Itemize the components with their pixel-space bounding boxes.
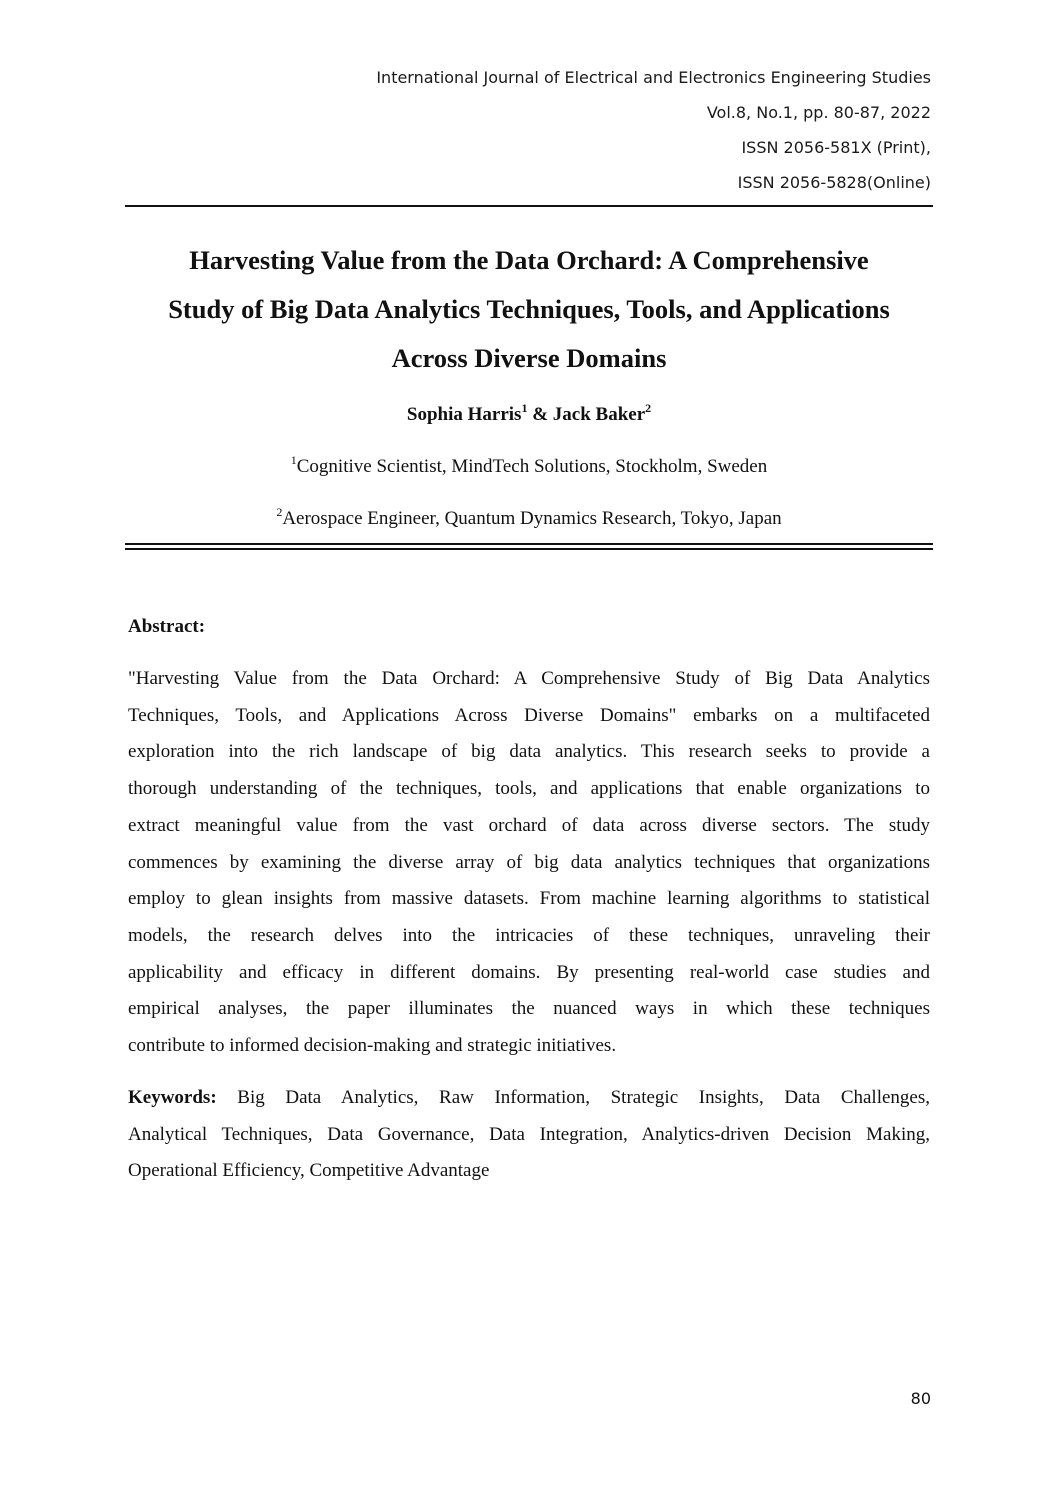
keywords-text: Big Data Analytics, Raw Information, Strategic Insights, Data Challenges, xyxy=(237,1087,930,1108)
affiliation-text: Aerospace Engineer, Quantum Dynamics Research, Tokyo, Japan xyxy=(282,508,782,529)
affiliation-2 xyxy=(125,506,933,532)
author-affiliation-marker: 2 xyxy=(645,400,652,415)
title-line: Harvesting Value from the Data Orchard: A Comprehensive xyxy=(189,245,869,275)
abstract-heading: Abstract: xyxy=(128,616,206,637)
title-line: Across Diverse Domains xyxy=(391,343,667,373)
journal-header xyxy=(376,60,931,200)
abstract-line: models, the research delves into the intricacies of these techniques, unraveling their xyxy=(128,924,930,946)
issn-online: ISSN 2056-5828(Online) xyxy=(737,173,931,192)
author-name: Sophia Harris xyxy=(406,404,522,425)
page-number: 80 xyxy=(910,1389,931,1408)
abstract-line: extract meaningful value from the vast orchard of data across diverse sectors. The study xyxy=(128,814,930,836)
abstract-line: empirical analyses, the paper illuminates the nuanced ways in which these techniques xyxy=(128,998,930,1020)
abstract-line: exploration into the rich landscape of big data analytics. This research seeks to provide a xyxy=(128,741,930,763)
abstract-line: Techniques, Tools, and Applications Across Diverse Domains" embarks on a multifaceted xyxy=(128,704,930,726)
abstract-line: employ to glean insights from massive datasets. From machine learning algorithms to statistical xyxy=(128,888,930,910)
abstract-line: contribute to informed decision-making and strategic initiatives. xyxy=(128,1035,617,1057)
author-affiliation-marker: 1 xyxy=(521,400,528,415)
abstract-line: thorough understanding of the techniques, tools, and applications that enable organizations to xyxy=(128,778,930,800)
issn-print: ISSN 2056-581X (Print), xyxy=(741,138,931,157)
paper-title xyxy=(125,236,933,383)
keywords-line: Operational Efficiency, Competitive Advantage xyxy=(128,1160,490,1182)
affiliation-1 xyxy=(125,454,933,480)
abstract-body xyxy=(128,661,930,1065)
author-list xyxy=(125,402,933,428)
title-line: Study of Big Data Analytics Techniques, Tools, and Applications xyxy=(168,294,890,324)
title-divider xyxy=(125,543,933,550)
keywords-section xyxy=(128,1080,930,1190)
keywords-label: Keywords: xyxy=(128,1087,217,1108)
abstract-line: "Harvesting Value from the Data Orchard: A Comprehensive Study of Big Data Analytics xyxy=(128,668,930,689)
header-divider xyxy=(125,205,933,207)
journal-name: International Journal of Electrical and Electronics Engineering Studies xyxy=(376,68,931,87)
journal-volume: Vol.8, No.1, pp. 80-87, 2022 xyxy=(706,103,931,122)
author-name: Jack Baker xyxy=(552,404,646,425)
keywords-line: Analytical Techniques, Data Governance, Data Integration, Analytics-driven Decision Making, xyxy=(128,1123,930,1145)
author-separator: & xyxy=(532,404,549,425)
affiliation-marker: 1 xyxy=(290,452,297,467)
keywords-line xyxy=(128,1080,930,1117)
affiliation-marker: 2 xyxy=(276,504,283,519)
abstract-line: applicability and efficacy in different domains. By presenting real-world case studies and xyxy=(128,961,930,983)
affiliation-text: Cognitive Scientist, MindTech Solutions, Stockholm, Sweden xyxy=(296,456,768,477)
abstract-line: commences by examining the diverse array of big data analytics techniques that organizations xyxy=(128,851,930,873)
